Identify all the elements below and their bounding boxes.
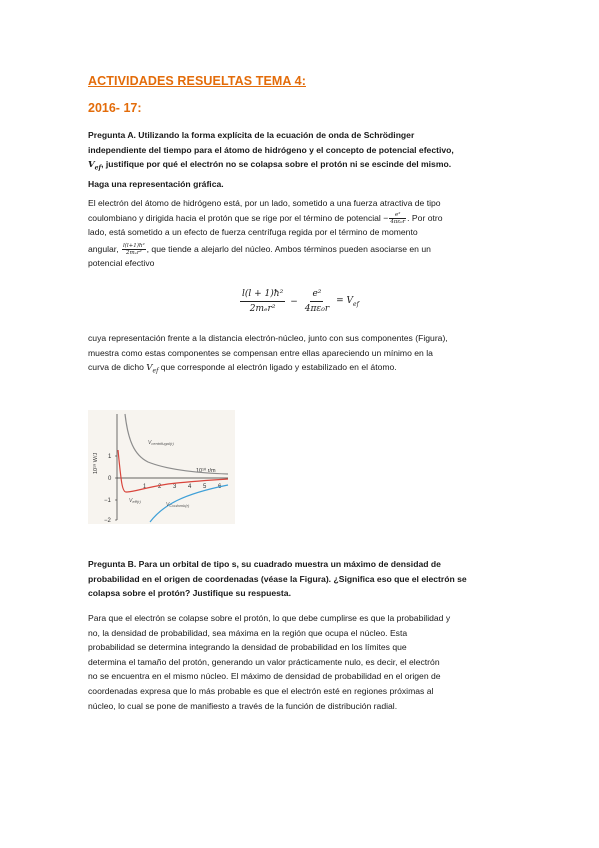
- answer-b-line-3: probabilidad se determina integrando la densidad de probabilidad en los límites que: [88, 642, 407, 653]
- answer-a-continued: [88, 331, 518, 380]
- answer-a-line-2: coulombiano y dirigida hacia el protón que se rige por el término de potencial − $\frac{\text{e²}}{\text{4πε₀r}}$ . Por otro: [88, 211, 443, 225]
- label-effective: $V_{eff(r)}$: [129, 498, 141, 504]
- eq-rhs: = $V_{ef}$: [336, 295, 359, 308]
- ytick-0: 0: [108, 476, 112, 482]
- xtick-1: 1: [143, 484, 147, 490]
- question-a: [88, 128, 518, 191]
- question-a-line-3: $V_{ef}$, justifique por qué el electrón no se colapsa sobre el protón ni se escinde del mismo.: [88, 159, 452, 172]
- effective-potential-figure: [88, 410, 235, 524]
- xtick-2: 2: [158, 484, 162, 490]
- eq-coulomb-fraction: $\frac{\text{e²}}{\text{4πε₀r}}$: [304, 289, 330, 314]
- ytick-m1: −1: [104, 498, 111, 504]
- answer-b-line-1: Para que el electrón se colapse sobre el protón, lo que debe cumplirse es que la probabilidad y: [88, 613, 451, 623]
- answer-b-line-6: coordenadas expresa que lo más probable es que el electrón esté en regiones próximas al: [88, 685, 434, 696]
- question-b: [88, 557, 518, 601]
- answer-a-line-4: angular, $\frac{\text{l(l+1)ħ²}}{\text{2mₑr²}}$ , que tiende a alejarlo del núcleo. Ambos términos pueden asociarse en un: [88, 243, 431, 257]
- answer-b-line-7: núcleo, lo cual se pone de manifiesto a través de la función de distribución radial.: [88, 700, 398, 711]
- document-title: ACTIVIDADES RESUELTAS TEMA 4:: [88, 74, 306, 88]
- xtick-6: 6: [218, 484, 222, 490]
- answer-a-line-5: potencial efectivo: [88, 258, 155, 269]
- x-axis-unit: 10¹⁰ r/m: [196, 468, 216, 474]
- label-coulomb: $V_{Coulomb(r)}$: [166, 502, 190, 508]
- centrifugal-term: $\frac{\text{l(l+1)ħ²}}{\text{2mₑr²}}$: [122, 243, 145, 257]
- question-b-line-3: colapsa sobre el protón? Justifique su respuesta.: [88, 588, 291, 599]
- question-a-line-4: Haga una representación gráfica.: [88, 178, 224, 189]
- eq-centrifugal-fraction: $\frac{\text{l(l + 1)ħ²}}{\text{2mₑr²}}$: [242, 289, 284, 314]
- ytick-m2: −2: [104, 518, 111, 524]
- question-a-line-1: Pregunta A. Utilizando la forma explícita de la ecuación de onda de Schrödinger: [88, 130, 415, 140]
- question-a-line-2: independiente del tiempo para el átomo de hidrógeno y el concepto de potencial efectivo,: [88, 144, 454, 155]
- answer-a: [88, 196, 518, 271]
- answer-a-line-3: lado, está sometido a un efecto de fuerza centrífuga regida por el término de momento: [88, 227, 418, 238]
- y-axis-label: 10¹⁸ W/J: [93, 452, 99, 474]
- answer-b: [88, 611, 518, 713]
- answer-b-line-4: determina el tamaño del protón, generando un valor prácticamente nulo, es decir, el electrón: [88, 656, 440, 667]
- vef-inline: $V_{ef}$: [146, 363, 159, 375]
- section-year: 2016- 17:: [88, 101, 142, 115]
- answer-b-line-5: no se encuentra en el mismo núcleo. El máximo de densidad de probabilidad en el origen de: [88, 671, 441, 682]
- coulomb-term: $\frac{\text{e²}}{\text{4πε₀r}}$: [390, 211, 406, 225]
- ytick-1: 1: [108, 454, 112, 460]
- xtick-4: 4: [188, 484, 192, 490]
- potential-plot: [88, 410, 235, 524]
- answer-a-line-8: curva de dicho $V_{ef}$ que corresponde al electrón ligado y estabilizado en el átomo.: [88, 362, 397, 375]
- xtick-5: 5: [203, 484, 207, 490]
- vef-symbol: $V_{ef}$: [88, 160, 102, 172]
- centrifugal-curve: [125, 414, 228, 474]
- xtick-3: 3: [173, 484, 177, 490]
- y-ticks: [104, 454, 117, 524]
- question-b-line-2: probabilidad en el origen de coordenadas (véase la Figura). ¿Significa eso que el electrón se: [88, 573, 467, 584]
- answer-b-line-2: no, la densidad de probabilidad, sea máxima en la región que ocupa el núcleo. Esta: [88, 627, 408, 638]
- answer-a-line-7: muestra como estas componentes se compensan entre ellas apareciendo un mínimo en la: [88, 347, 433, 358]
- answer-a-line-6: cuya representación frente a la distancia electrón-núcleo, junto con sus componentes (Figura),: [88, 333, 448, 343]
- question-b-line-1: Pregunta B. Para un orbital de tipo s, su cuadrado muestra un máximo de densidad de: [88, 559, 441, 569]
- answer-a-line-1: El electrón del átomo de hidrógeno está, por un lado, sometido a una fuerza atractiva de tipo: [88, 198, 441, 208]
- effective-potential-equation: $\frac{\text{l(l + 1)ħ²}}{\text{2mₑr²}}$ − $\frac{\text{e²}}{\text{4πε₀r}}$ = $V_{ef}$: [242, 289, 359, 314]
- label-centrifugal: $V_{centrifugal(r)}$: [148, 440, 174, 446]
